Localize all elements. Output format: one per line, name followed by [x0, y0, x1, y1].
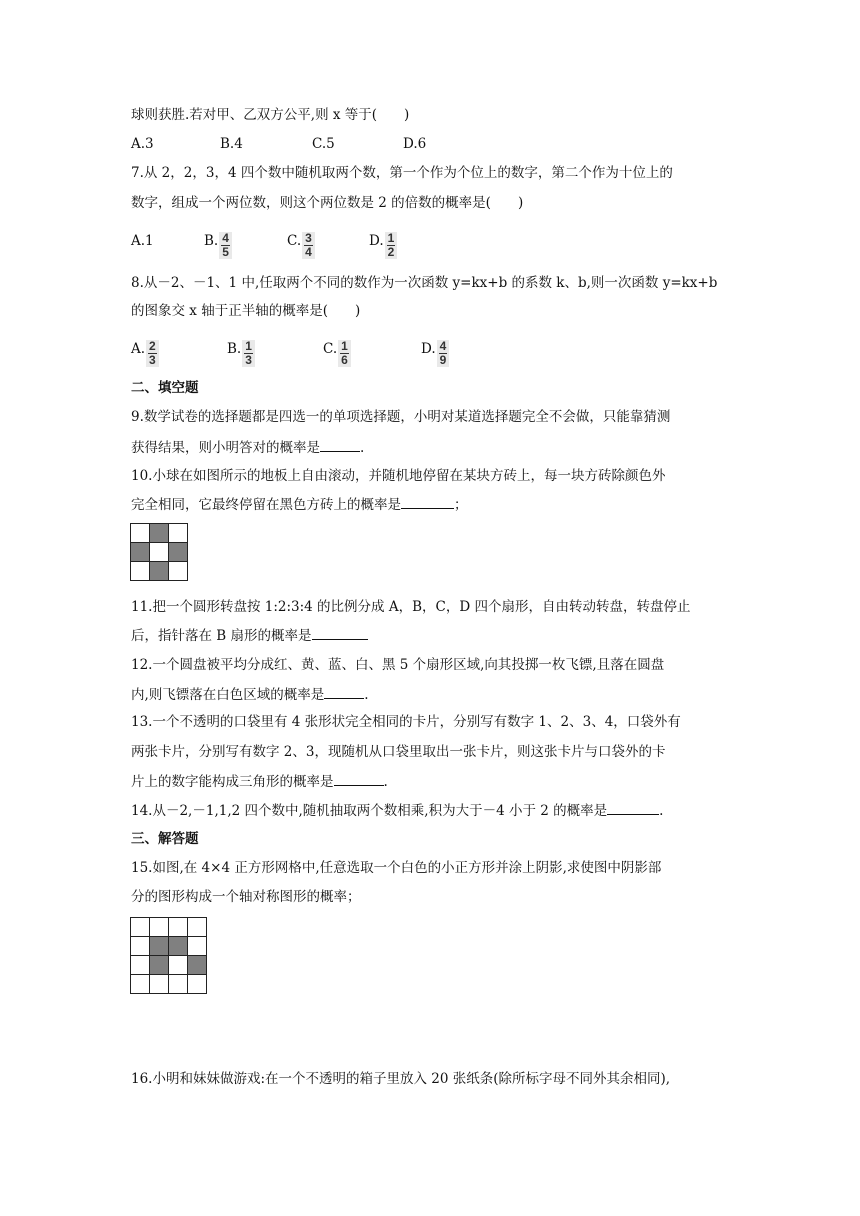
q8-option-c-fraction: $\frac{1}{6}$	[338, 340, 351, 367]
q15-grid-white-cell	[150, 975, 169, 994]
q10-stem-line2: 完全相同，它最终停留在黑色方砖上的概率是 ；	[131, 497, 468, 513]
q7-options	[131, 231, 731, 259]
q10-stem-line1: 10.小球在如图所示的地板上自由滚动，并随机地停留在某块方砖上，每一块方砖除颜色外	[131, 468, 666, 484]
q8-option-d-fraction: $\frac{4}{9}$	[437, 340, 450, 367]
q8-option-d: D. $\frac{4}{9}$	[421, 340, 436, 358]
q15-grid-shaded-cell	[188, 956, 207, 975]
q15-stem-line2: 分的图形构成一个轴对称图形的概率；	[131, 889, 361, 905]
q12-answer-blank[interactable]	[324, 685, 364, 699]
q15-stem-line1: 15.如图,在 4×4 正方形网格中,任意选取一个白色的小正方形并涂上阴影,求使图中阴影部	[131, 860, 662, 876]
q9-stem-line2: 获得结果，则小明答对的概率是 .	[131, 440, 365, 456]
q6-option-c: C.5	[312, 136, 335, 152]
q6-option-d: D.6	[403, 136, 427, 152]
q10-tile-white-cell	[169, 562, 188, 581]
q8-options	[131, 339, 731, 367]
q16-stem-line1: 16.小明和妹妹做游戏:在一个不透明的箱子里放入 20 张纸条(除所标字母不同外其余相同),	[131, 1071, 671, 1087]
q10-floor-tile-grid	[130, 523, 188, 581]
q15-grid-shaded-cell	[169, 937, 188, 956]
q8-stem-line2: 的图象交 x 轴于正半轴的概率是( )	[131, 303, 361, 319]
q10-tile-white-cell	[150, 543, 169, 562]
q8-option-b-fraction: $\frac{1}{3}$	[242, 340, 255, 367]
q6-options	[131, 135, 731, 153]
q14-answer-blank[interactable]	[607, 801, 659, 815]
q14-stem: 14.从－2,－1,1,2 四个数中,随机抽取两个数相乘,积为大于－4 小于 2 的概率是 .	[131, 803, 664, 819]
q15-grid-white-cell	[131, 918, 150, 937]
q6-option-a: A.3	[131, 136, 154, 152]
q7-option-b: B. $\frac{4}{5}$	[204, 232, 218, 250]
q7-option-d-fraction: $\frac{1}{2}$	[385, 232, 398, 259]
q15-square-grid	[130, 917, 207, 994]
q9-answer-blank[interactable]	[320, 438, 360, 452]
q7-stem-line1: 7.从 2，2，3，4 四个数中随机取两个数，第一个作为个位上的数字，第二个作为十位上的	[131, 165, 673, 181]
q8-option-a-fraction: $\frac{2}{3}$	[146, 340, 159, 367]
q15-grid-white-cell	[169, 956, 188, 975]
q9-stem-line1: 9.数学试卷的选择题都是四选一的单项选择题，小明对某道选择题完全不会做，只能靠猜测	[131, 409, 671, 425]
q11-stem-line1: 11.把一个圆形转盘按 1:2:3:4 的比例分成 A，B，C，D 四个扇形，自由转动转盘，转盘停止	[131, 599, 691, 615]
q15-grid-white-cell	[188, 937, 207, 956]
q10-tile-shaded-cell	[150, 562, 169, 581]
q7-option-d: D. $\frac{1}{2}$	[369, 232, 384, 250]
q7-stem-line2: 数字，组成一个两位数，则这个两位数是 2 的倍数的概率是( )	[131, 195, 524, 211]
q12-stem-line2: 内,则飞镖落在白色区域的概率是 .	[131, 687, 369, 703]
q10-tile-shaded-cell	[169, 543, 188, 562]
q10-tile-shaded-cell	[150, 524, 169, 543]
q7-option-b-fraction: $\frac{4}{5}$	[219, 232, 232, 259]
q7-option-c: C. $\frac{3}{4}$	[287, 232, 301, 250]
q12-stem-line1: 12.一个圆盘被平均分成红、黄、蓝、白、黑 5 个扇形区域,向其投掷一枚飞镖,且落在圆盘	[131, 657, 665, 673]
q13-answer-blank[interactable]	[334, 772, 384, 786]
q15-grid-white-cell	[131, 956, 150, 975]
q15-grid-shaded-cell	[150, 956, 169, 975]
q15-grid-white-cell	[169, 918, 188, 937]
q15-grid-white-cell	[150, 918, 169, 937]
q11-stem-line2: 后，指针落在 B 扇形的概率是	[131, 626, 368, 645]
q10-tile-white-cell	[131, 524, 150, 543]
q6-option-b: B.4	[220, 136, 243, 152]
q15-grid-white-cell	[169, 975, 188, 994]
q8-stem-line1: 8.从－2、－1、1 中,任取两个不同的数作为一次函数 y=kx+b 的系数 k、b,则一次函数 y=kx+b	[131, 275, 718, 291]
q8-option-c: C. $\frac{1}{6}$	[323, 340, 337, 358]
q15-grid-white-cell	[131, 937, 150, 956]
q10-tile-white-cell	[169, 524, 188, 543]
q8-option-a: A. $\frac{2}{3}$	[131, 340, 145, 358]
q15-grid-shaded-cell	[150, 937, 169, 956]
q13-stem-line1: 13.一个不透明的口袋里有 4 张形状完全相同的卡片，分别写有数字 1、2、3、4，口袋外有	[131, 714, 681, 730]
q7-option-a: A.1	[131, 233, 154, 249]
q10-tile-shaded-cell	[131, 543, 150, 562]
q15-grid-white-cell	[188, 918, 207, 937]
q7-option-c-fraction: $\frac{3}{4}$	[302, 232, 315, 259]
q10-tile-white-cell	[131, 562, 150, 581]
q15-grid-white-cell	[188, 975, 207, 994]
q13-stem-line3: 片上的数字能构成三角形的概率是 .	[131, 774, 388, 790]
section-heading-fill-in: 二、填空题	[131, 380, 199, 396]
q8-option-b: B. $\frac{1}{3}$	[227, 340, 241, 358]
q11-answer-blank[interactable]	[312, 626, 368, 640]
q6-stem: 球则获胜.若对甲、乙双方公平,则 x 等于( )	[131, 107, 410, 123]
q10-answer-blank[interactable]	[401, 495, 454, 509]
q15-grid-white-cell	[131, 975, 150, 994]
q13-stem-line2: 两张卡片，分别写有数字 2、3，现随机从口袋里取出一张卡片，则这张卡片与口袋外的卡	[131, 744, 666, 760]
section-heading-solve: 三、解答题	[131, 831, 199, 847]
